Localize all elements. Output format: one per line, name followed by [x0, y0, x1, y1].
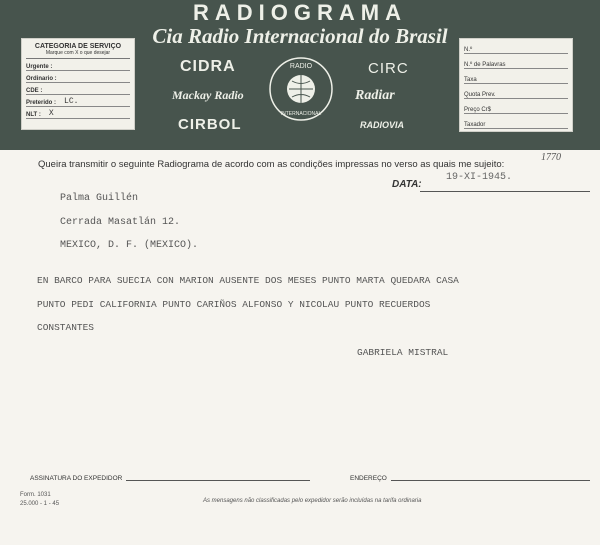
address-label: ENDEREÇO: [350, 475, 391, 482]
signature: GABRIELA MISTRAL: [357, 347, 449, 358]
category-row-urgente: Urgente :: [26, 59, 130, 71]
category-row-preterido: Preterido : LC.: [26, 95, 130, 107]
radiogram-header: [0, 0, 600, 150]
globe-text-bottom: INTERNACIONAL: [280, 111, 322, 117]
brand-title: RADIOGRAMA: [193, 0, 407, 25]
network-mackay: Mackay Radio: [172, 88, 244, 102]
office-row-numero: N.º: [464, 39, 568, 54]
category-row-nlt: NLT : X: [26, 107, 130, 119]
address-line-1: Palma Guillén: [60, 193, 139, 204]
office-row-quota: Quota Prev.: [464, 84, 568, 99]
category-title: CATEGORIA DE SERVIÇO: [34, 43, 122, 50]
office-row-palavras: N.º de Palavras: [464, 54, 568, 69]
network-cidra: CIDRA: [180, 58, 236, 75]
sender-signature-label: ASSINATURA DO EXPEDIDOR: [30, 475, 126, 482]
date-value: 19-XI-1945.: [446, 172, 513, 183]
address-line-2: Cerrada Masatlán 12.: [60, 217, 181, 228]
network-cirbol: CIRBOL: [178, 116, 242, 133]
office-use-box: [459, 38, 573, 132]
category-subtitle: Marque com X o que desejar: [26, 50, 130, 59]
address-line-3: MEXICO, D. F. (MEXICO).: [60, 240, 199, 251]
category-row-ordinario: Ordinario :: [26, 71, 130, 83]
office-row-taxa: Taxa: [464, 69, 568, 84]
message-line-3: CONSTANTES: [37, 322, 95, 333]
office-row-preco: Preço Cr$: [464, 99, 568, 114]
instruction-text: Queira transmitir o seguinte Radiograma de acordo com as condições impressas no verso as quais me sujeito:: [38, 159, 505, 170]
service-category-box: [21, 38, 135, 130]
category-row-cde: CDE :: [26, 83, 130, 95]
handwritten-number: 1770: [541, 152, 561, 163]
globe-text-top: RADIO: [289, 63, 313, 70]
form-number: Form. 1031: [20, 492, 51, 498]
network-radiovia: RADIOVIA: [360, 120, 405, 130]
office-row-taxador: Taxador: [464, 114, 568, 129]
message-line-1: EN BARCO PARA SUECIA CON MARION AUSENTE DOS MESES PUNTO MARTA QUEDARA CASA: [37, 275, 459, 286]
date-label: DATA:: [392, 179, 422, 190]
network-circ: CIRC: [368, 60, 409, 77]
company-name: Cia Radio Internacional do Brasil: [152, 24, 448, 48]
message-line-2: PUNTO PEDI CALIFORNIA PUNTO CARIÑOS ALFONSO Y NICOLAU PUNTO RECUERDOS: [37, 299, 431, 310]
network-radiar: Radiar: [355, 88, 395, 103]
footer-note: As mensagens não classificadas pelo expedidor serão incluídas na tarifa ordinaria: [203, 498, 422, 504]
globe-logo-icon: [268, 56, 334, 122]
form-print-run: 25.000 - 1 - 45: [20, 501, 60, 507]
